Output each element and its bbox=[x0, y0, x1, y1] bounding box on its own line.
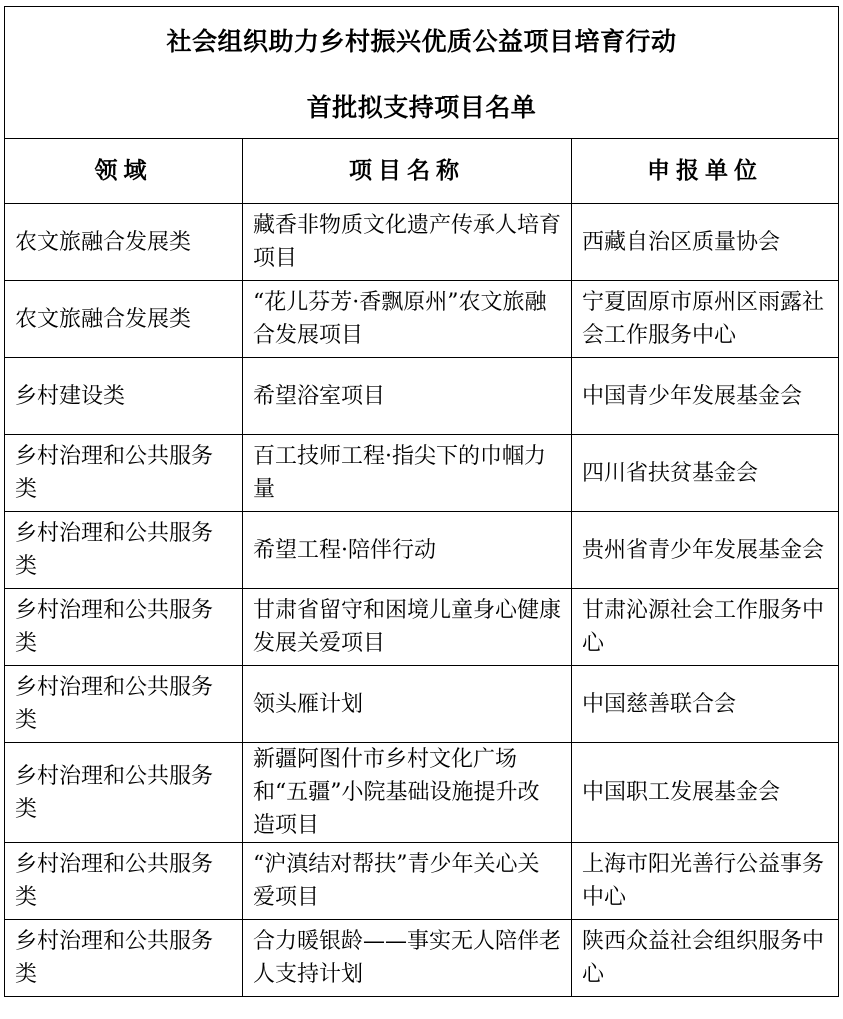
table-row bbox=[5, 920, 839, 997]
org-cell: 陕西众益社会组织服务中心 bbox=[572, 920, 839, 997]
org-cell: 贵州省青少年发展基金会 bbox=[572, 512, 839, 589]
org-cell: 西藏自治区质量协会 bbox=[572, 204, 839, 281]
project-cell: 甘肃省留守和困境儿童身心健康发展关爱项目 bbox=[243, 589, 572, 666]
project-cell: 藏香非物质文化遗产传承人培育项目 bbox=[243, 204, 572, 281]
field-cell: 乡村治理和公共服务类 bbox=[5, 512, 243, 589]
project-cell: 合力暖银龄——事实无人陪伴老人支持计划 bbox=[243, 920, 572, 997]
table-row bbox=[5, 435, 839, 512]
org-cell: 中国职工发展基金会 bbox=[572, 743, 839, 843]
field-cell: 农文旅融合发展类 bbox=[5, 204, 243, 281]
document-page bbox=[4, 6, 838, 997]
column-header-org: 申报单位 bbox=[572, 139, 839, 204]
title-cell bbox=[5, 7, 839, 139]
title-row bbox=[5, 7, 839, 139]
field-cell: 乡村治理和公共服务类 bbox=[5, 666, 243, 743]
org-cell: 中国青少年发展基金会 bbox=[572, 358, 839, 435]
project-cell: “花儿芬芳·香飘原州”农文旅融合发展项目 bbox=[243, 281, 572, 358]
table-row bbox=[5, 743, 839, 843]
field-cell: 乡村治理和公共服务类 bbox=[5, 843, 243, 920]
org-cell: 甘肃沁源社会工作服务中心 bbox=[572, 589, 839, 666]
project-cell: “沪滇结对帮扶”青少年关心关爱项目 bbox=[243, 843, 572, 920]
header-row bbox=[5, 139, 839, 204]
project-list-table bbox=[4, 6, 839, 997]
field-cell: 乡村建设类 bbox=[5, 358, 243, 435]
project-cell: 希望浴室项目 bbox=[243, 358, 572, 435]
table-row bbox=[5, 281, 839, 358]
document-title: 社会组织助力乡村振兴优质公益项目培育行动 bbox=[166, 26, 677, 56]
table-row bbox=[5, 843, 839, 920]
project-cell: 领头雁计划 bbox=[243, 666, 572, 743]
field-cell: 农文旅融合发展类 bbox=[5, 281, 243, 358]
org-cell: 中国慈善联合会 bbox=[572, 666, 839, 743]
project-cell: 希望工程·陪伴行动 bbox=[243, 512, 572, 589]
org-cell: 四川省扶贫基金会 bbox=[572, 435, 839, 512]
org-cell: 宁夏固原市原州区雨露社会工作服务中心 bbox=[572, 281, 839, 358]
project-cell: 百工技师工程·指尖下的巾帼力量 bbox=[243, 435, 572, 512]
table-row bbox=[5, 666, 839, 743]
project-cell: 新疆阿图什市乡村文化广场和“五疆”小院基础设施提升改造项目 bbox=[243, 743, 572, 843]
table-row bbox=[5, 589, 839, 666]
org-cell: 上海市阳光善行公益事务中心 bbox=[572, 843, 839, 920]
column-header-project: 项目名称 bbox=[243, 139, 572, 204]
table-row bbox=[5, 512, 839, 589]
field-cell: 乡村治理和公共服务类 bbox=[5, 743, 243, 843]
table-row bbox=[5, 204, 839, 281]
table-row bbox=[5, 358, 839, 435]
field-cell: 乡村治理和公共服务类 bbox=[5, 589, 243, 666]
column-header-field: 领域 bbox=[5, 139, 243, 204]
document-subtitle: 首批拟支持项目名单 bbox=[306, 92, 537, 122]
field-cell: 乡村治理和公共服务类 bbox=[5, 435, 243, 512]
field-cell: 乡村治理和公共服务类 bbox=[5, 920, 243, 997]
